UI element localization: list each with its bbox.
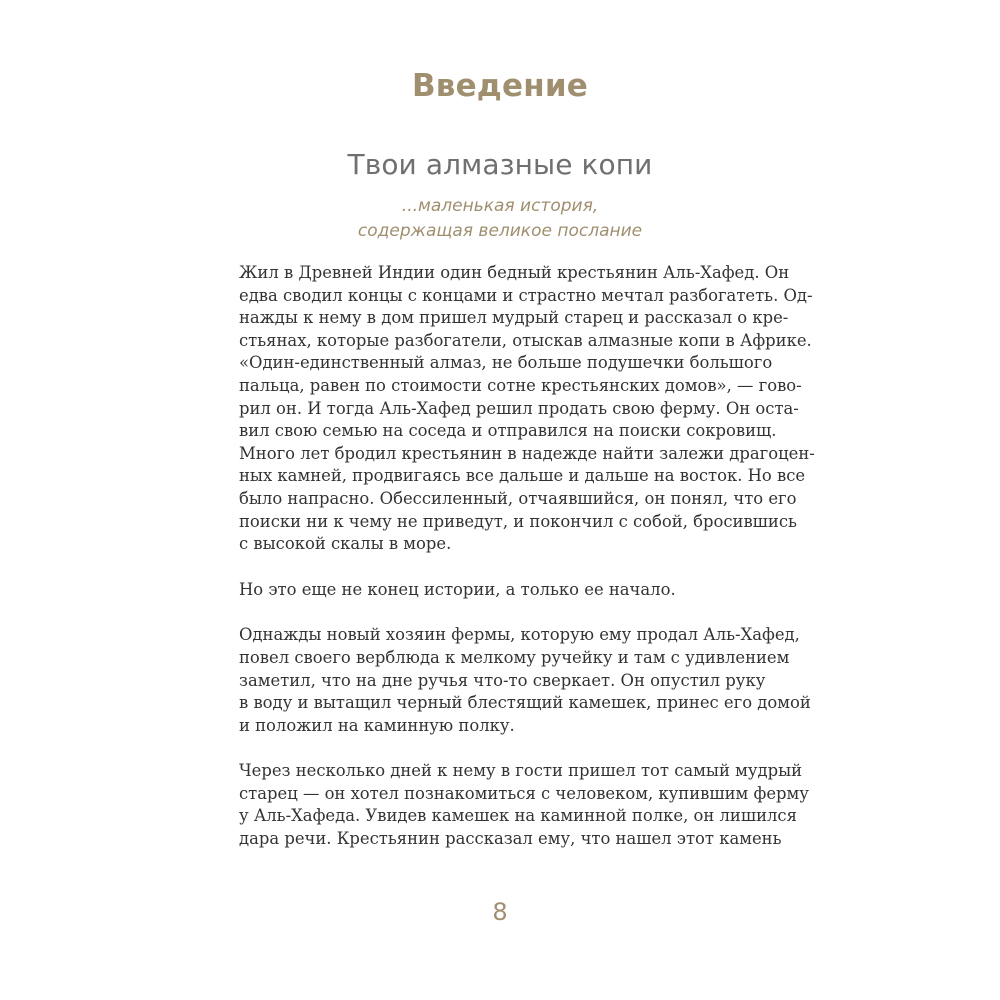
page-number: 8 (492, 898, 508, 926)
subtitle-line: ...маленькая история, (401, 196, 599, 216)
text-line: повел своего верблюда к мелкому ручейку и там с удивлением (239, 647, 790, 667)
paragraph (239, 579, 762, 602)
text-line: было напрасно. Обессиленный, отчаявшийся, он понял, что его (239, 488, 797, 508)
text-line: Но это еще не конец истории, а только ее начало. (239, 579, 676, 599)
text-line: заметил, что на дне ручья что-то сверкает. Он опустил руку (239, 670, 766, 690)
text-line: Жил в Древней Индии один бедный крестьянин Аль-Хафед. Он (239, 263, 790, 282)
subtitle-line: содержащая великое послание (357, 221, 643, 241)
paragraph (239, 624, 811, 737)
text-line: и положил на каминную полку. (239, 715, 515, 735)
text-line: с высокой скалы в море. (239, 534, 452, 554)
section-subtitle (0, 194, 1000, 244)
text-line: едва сводил концы с концами и страстно мечтал разбогатеть. Од- (239, 285, 813, 305)
text-line: Много лет бродил крестьянин в надежде найти залежи драгоцен- (239, 443, 815, 463)
text-line: стьянах, которые разбогатели, отыскав алмазные копи в Африке. (239, 330, 812, 350)
body-text (239, 262, 815, 874)
text-line: в воду и вытащил черный блестящий камешек, принес его домой (239, 693, 811, 713)
paragraph (239, 760, 809, 850)
section-title: Твои алмазные копи (347, 148, 653, 181)
text-line: «Один-единственный алмаз, не больше подушечки большого (239, 353, 773, 373)
text-line: Через несколько дней к нему в гости пришел тот самый мудрый (239, 761, 803, 781)
text-line: рил он. И тогда Аль-Хафед решил продать свою ферму. Он оста- (239, 398, 799, 418)
text-line: поиски ни к чему не приведут, и покончил с собой, бросившись (239, 511, 797, 531)
text-line: пальца, равен по стоимости сотне крестьянских домов», — гово- (239, 375, 802, 395)
text-line: нажды к нему в дом пришел мудрый старец и рассказал о кре- (239, 308, 789, 328)
text-line: вил свою семью на соседа и отправился на поиски сокровищ. (239, 421, 777, 441)
text-line: у Аль-Хафеда. Увидев камешек на каминной полке, он лишился (239, 806, 797, 826)
paragraph (239, 262, 815, 556)
text-line: дара речи. Крестьянин рассказал ему, что нашел этот камень (239, 829, 782, 849)
text-line: старец — он хотел познакомиться с человеком, купившим ферму (239, 783, 809, 803)
text-line: ных камней, продвигаясь все дальше и дальше на восток. Но все (239, 466, 806, 486)
text-line: Однажды новый хозяин фермы, которую ему продал Аль-Хафед, (239, 625, 800, 645)
chapter-title: Введение (411, 68, 589, 104)
